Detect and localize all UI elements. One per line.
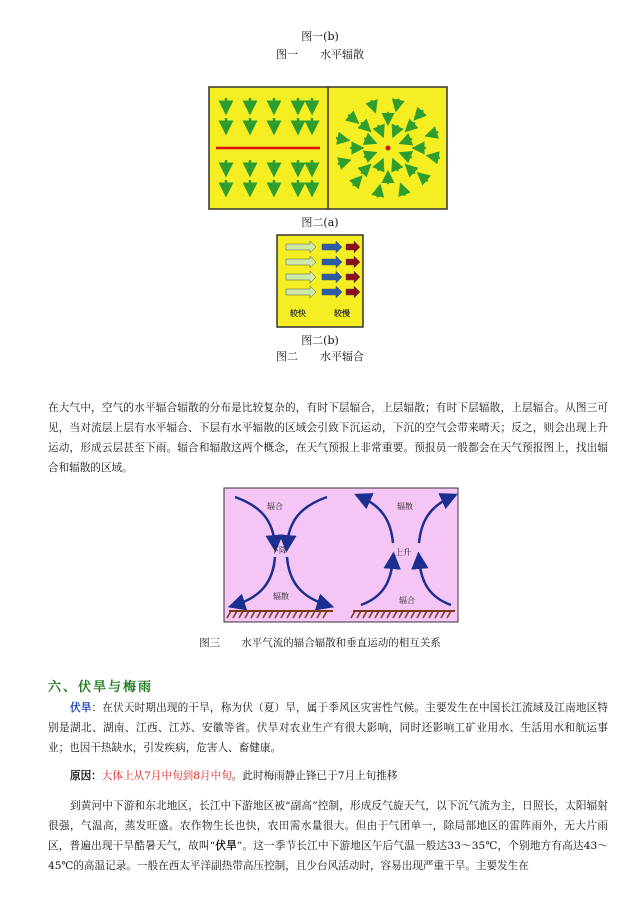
fuhan-term: 伏旱 (70, 702, 92, 714)
fast-label: 较快 (290, 309, 306, 318)
green-arrow (377, 190, 379, 197)
fuhan-paragraph (48, 698, 608, 758)
last-text-a: 到黄河中下游和东北地区，长江中下游地区被“副高”控制，形成反气旋天气，以下沉气流为主，日照长，太阳辐射很强，气温高，蒸发旺盛。农作物生长也快，农田需水量很大。但由于气团单一，除局部地区的雷阵雨外，无大片雨区，普遍出现干旱酷暑天气，故叫“ (48, 800, 608, 852)
figure1b-label: 图一(b) (301, 30, 339, 43)
fig3-conv-left: 辐合 (267, 502, 283, 511)
green-arrow (336, 138, 344, 140)
figure2-caption: 图二 水平辐合 (276, 350, 364, 363)
figure3-caption: 图三 水平气流的辐合辐散和垂直运动的相互关系 (199, 637, 441, 649)
fig3-div-left: 辐散 (273, 592, 289, 601)
figure2b-diagram (276, 234, 364, 328)
center-point (386, 146, 391, 151)
figure2a-svg (208, 86, 448, 210)
fig3-div-right: 辐散 (397, 502, 413, 511)
green-arrow (432, 156, 440, 158)
green-arrow (397, 99, 399, 106)
cause-rest-text: 。此时梅雨静止锋已于7月上旬推移 (231, 770, 398, 782)
figure2a-diagram (208, 86, 448, 210)
figure1-caption: 图一 水平辐散 (276, 48, 364, 61)
cause-line (48, 766, 608, 786)
cause-label: 原因： (70, 770, 102, 782)
figure2b-label: 图二(b) (301, 334, 339, 347)
last-paragraph (48, 796, 608, 876)
intro-paragraph: 在大气中，空气的水平辐合辐散的分布是比较复杂的，有时下层辐合，上层辐散；有时下层辐散，上层辐合。从图三可见，当对流层上层有水平辐合、下层有水平辐散的区域会引致下沉运动，下沉的空气会带来晴天；反之，则会出现上升运动，形成云层甚至下雨。辐合和辐散这两个概念，在天气预报上非常重要。预报员一般都会在天气预报图上，找出辐合和辐散的区域。 (48, 402, 608, 474)
figure2a-label: 图二(a) (301, 216, 339, 229)
slow-label: 较慢 (334, 309, 350, 318)
figure3-svg (223, 487, 459, 623)
figure2b-svg (276, 234, 364, 328)
fig3-up: 上升 (395, 548, 411, 557)
fuhan-text: ：在伏天时期出现的干旱，称为伏（夏）旱，属于季风区灾害性气候。主要发生在中国长江流域及江南地区特别是湖北、湖南、江西、江苏、安徽等省。伏旱对农业生产有很大影响，同时还影响工矿业用水、生活用水和航运事业；也因干热缺水，引发疾病，危害人、畜健康。 (48, 702, 609, 754)
cause-red-text: 大体上从7月中旬到8月中旬 (101, 770, 232, 782)
fig3-conv-right: 辐合 (399, 596, 415, 605)
last-text-bold: 伏旱 (215, 840, 237, 852)
figure3-diagram (223, 487, 459, 623)
last-text-b: ”。这一季节长江中下游地区午后气温一般达33～35℃，个别地方有高达43～45℃的高温记录。一般在西太平洋副热带高压控制，且少台风活动时，容易出现严重干旱。主要发生在 (48, 840, 608, 872)
fig3-down: 下降 (271, 546, 287, 555)
section-heading: 六、伏旱与梅雨 (48, 680, 154, 695)
